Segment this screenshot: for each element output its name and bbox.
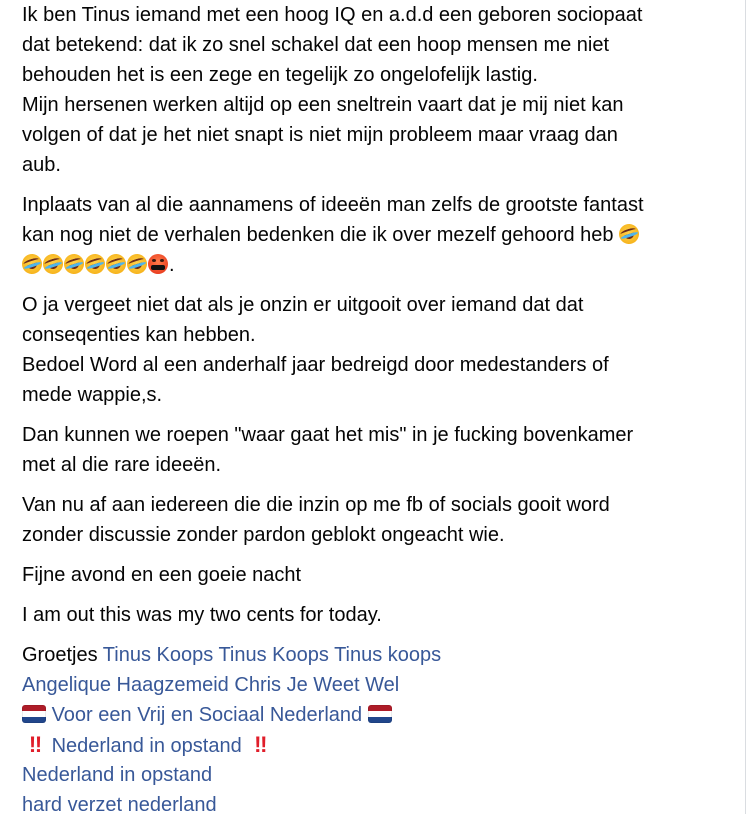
page-link-line [22,790,742,814]
mention-link-angelique-haagzemeid[interactable]: Angelique Haagzemeid [22,674,229,696]
text-segment: . [169,254,175,276]
text-line: behouden het is een zege en tegelijk zo ongelofelijk lastig. [22,64,538,86]
paragraph-assumptions [22,190,742,280]
rolling-on-floor-laughing-icon [61,251,86,276]
rolling-on-floor-laughing-icon [103,251,128,276]
text-line: Van nu af aan iedereen die die inzin op me fb of socials gooit word [22,494,610,516]
double-exclamation-icon: ‼ [254,732,265,757]
netherlands-flag-icon [368,705,392,723]
face-with-symbols-icon [148,254,168,274]
text-line: zonder discussie zonder pardon geblokt ongeacht wie. [22,524,505,546]
page-link-line [22,760,742,790]
text-line: dat betekend: dat ik zo snel schakel dat een hoop mensen me niet [22,34,610,56]
text-line: Fijne avond en een goeie nacht [22,564,302,586]
text-line: I am out this was my two cents for today. [22,604,382,626]
netherlands-flag-icon [22,705,46,723]
page-link-line [22,730,742,760]
rolling-on-floor-laughing-icon [616,221,641,246]
double-exclamation-icon: ‼ [28,732,40,757]
text-segment: kan nog niet de verhalen bedenken die ik over mezelf gehoord heb [22,224,614,246]
page-link-nederland-in-opstand[interactable]: Nederland in opstand [51,735,242,757]
text-line: mede wappie,s. [22,384,163,406]
text-line: conseqenties kan hebben. [22,324,256,346]
text-line: O ja vergeet niet dat als je onzin er uitgooit over iemand dat dat [22,294,584,316]
page-link-vrij-sociaal-nederland[interactable]: Voor een Vrij en Sociaal Nederland [51,704,363,726]
rolling-on-floor-laughing-icon [19,251,44,276]
paragraph-block-policy [22,490,742,550]
mention-line [22,670,742,700]
page-link-line [22,700,742,730]
greeting-text: Groetjes [22,644,98,666]
mention-link-chris-je-weet-wel[interactable]: Chris Je Weet Wel [234,674,400,696]
paragraph-out [22,600,742,630]
text-line: Mijn hersenen werken altijd op een sneltrein vaart dat je mij niet kan [22,94,624,116]
paragraph-intro [22,0,742,180]
mention-link-tinus-koops[interactable]: Tinus Koops [102,644,214,666]
page-link-hard-verzet-nederland[interactable]: hard verzet nederland [22,794,217,814]
rolling-on-floor-laughing-icon [124,251,149,276]
text-line: aub. [22,154,61,176]
text-line [22,220,742,250]
text-line: Inplaats van al die aannamens of ideeën man zelfs de grootste fantast [22,194,644,216]
post-body [22,0,742,814]
text-line: met al die rare ideeën. [22,454,222,476]
text-line: Dan kunnen we roepen "waar gaat het mis" in je fucking bovenkamer [22,424,634,446]
page-link-nederland-in-opstand[interactable]: Nederland in opstand [22,764,213,786]
paragraph-bovenkamer [22,420,742,480]
signoff-line [22,640,742,670]
rolling-on-floor-laughing-icon [82,251,107,276]
text-line: Ik ben Tinus iemand met een hoog IQ en a.d.d een geboren sociopaat [22,4,643,26]
emoji-line [22,250,742,280]
mention-link-tinus-koops[interactable]: Tinus Koops [218,644,329,666]
post-border [745,0,746,814]
paragraph-goodnight [22,560,742,590]
rolling-on-floor-laughing-icon [40,251,65,276]
text-line: volgen of dat je het niet snapt is niet mijn probleem maar vraag dan [22,124,618,146]
text-line: Bedoel Word al een anderhalf jaar bedreigd door medestanders of [22,354,609,376]
mention-link-tinus-koops[interactable]: Tinus koops [334,644,442,666]
paragraph-consequences [22,290,742,410]
signoff-block [22,640,742,814]
